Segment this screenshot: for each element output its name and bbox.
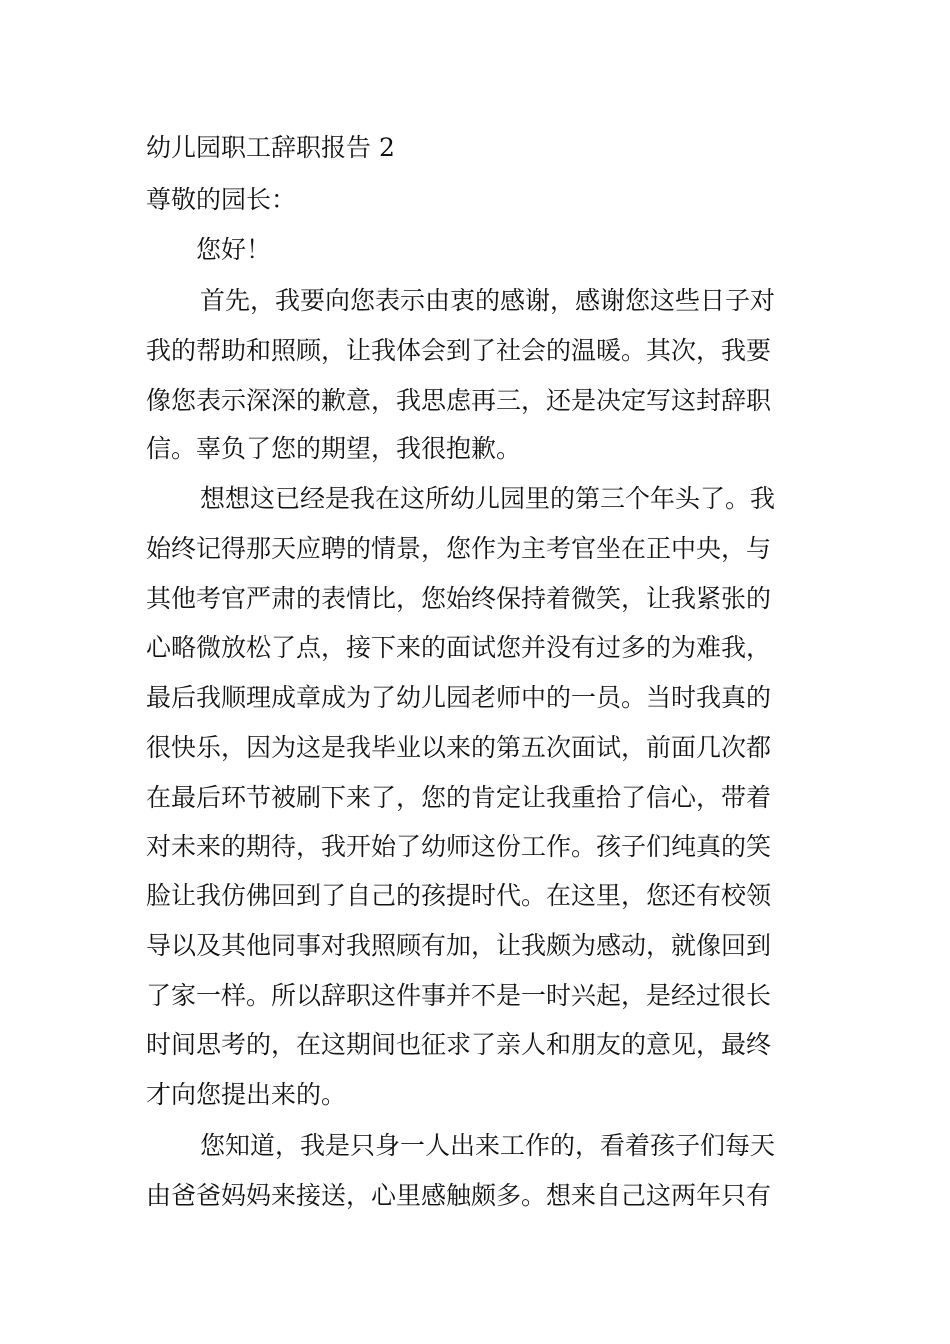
paragraph-3-line-1: 您知道，我是只身一人出来工作的，看着孩子们每天 <box>200 1131 776 1160</box>
paragraph-2-line-11: 了家一样。所以辞职这件事并不是一时兴起，是经过很长 <box>146 981 772 1010</box>
paragraph-2-line-9: 脸让我仿佛回到了自己的孩提时代。在这里，您还有校领 <box>146 881 772 910</box>
paragraph-2-line-5: 最后我顺理成章成为了幼儿园老师中的一员。当时我真的 <box>146 683 772 712</box>
salutation: 尊敬的园长： <box>146 185 297 214</box>
document-title: 幼儿园职工辞职报告 2 <box>146 133 395 162</box>
paragraph-2-line-13: 才向您提出来的。 <box>146 1080 347 1109</box>
paragraph-1-line-1: 首先，我要向您表示由衷的感谢，感谢您这些日子对 <box>200 286 776 315</box>
paragraph-2-line-1: 想想这已经是我在这所幼儿园里的第三个年头了。我 <box>200 484 776 513</box>
paragraph-1-line-4: 信。辜负了您的期望，我很抱歉。 <box>146 434 522 463</box>
paragraph-3-line-2: 由爸爸妈妈来接送，心里感触颇多。想来自己这两年只有 <box>146 1181 772 1210</box>
paragraph-1-line-2: 我的帮助和照顾，让我体会到了社会的温暖。其次，我要 <box>146 336 772 365</box>
paragraph-1-line-3: 像您表示深深的歉意，我思虑再三，还是决定写这封辞职 <box>146 386 772 415</box>
paragraph-2-line-4: 心略微放松了点，接下来的面试您并没有过多的为难我， <box>146 633 772 662</box>
paragraph-2-line-8: 对未来的期待，我开始了幼师这份工作。孩子们纯真的笑 <box>146 832 772 861</box>
paragraph-2-line-7: 在最后环节被刷下来了，您的肯定让我重拾了信心，带着 <box>146 783 772 812</box>
paragraph-2-line-2: 始终记得那天应聘的情景，您作为主考官坐在正中央，与 <box>146 534 772 563</box>
greeting: 您好！ <box>196 235 272 264</box>
paragraph-2-line-10: 导以及其他同事对我照顾有加，让我颇为感动，就像回到 <box>146 931 772 960</box>
paragraph-2-line-3: 其他考官严肃的表情比，您始终保持着微笑，让我紧张的 <box>146 584 772 613</box>
paragraph-2-line-6: 很快乐，因为这是我毕业以来的第五次面试，前面几次都 <box>146 733 772 762</box>
paragraph-2-line-12: 时间思考的，在这期间也征求了亲人和朋友的意见，最终 <box>146 1030 772 1059</box>
